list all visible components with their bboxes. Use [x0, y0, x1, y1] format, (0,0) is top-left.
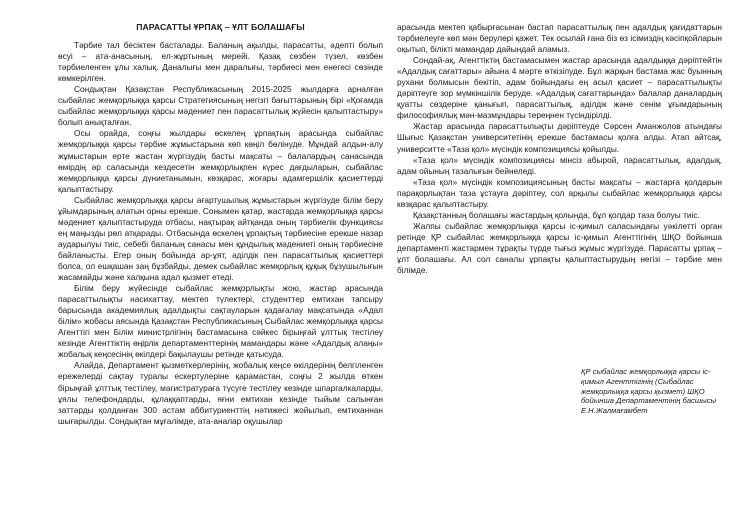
paragraph: арасында мектеп қабырғасынан бастап парасаттылық пен адалдық қағидаттарын тәрбиелеуге көп мән берулері қажет. Тек осылай ғана біз өз ісімиздің кәсіпқойларын оқытып, білікті мамандар дайындай аламыз.: [397, 22, 722, 55]
paragraph: Осы орайда, соңғы жылдары өскелең ұрпақтың арасында сыбайлас жемқорлыққа қарсы тәрбие жұмыстарына көп көңіл бөлінуде. Мұндай алдын-алу жұмыстарын ерте жастан жүргізудің басты мақсаты – балалардың санасында өмірдің әр саласында кездесетін жемқорлықпен күрес дағдыларын, сыбайлас жемқорлыққа қарсы дүниетанымын, көзқарас, жоғары адамгершілік қасиеттерді қалыптастыру.: [58, 128, 383, 194]
paragraph: Тәрбие тал бесіктен басталады. Баланың ақылды, парасатты, әдепті болып өсуі – ата-анасының, ел-жұртының мерейі. Қазақ сөзбен түзел, көзбен тәрбиеленген ұлы халық. Даналығы мен даралығы, тәрбиесі мен енегесі сөзінде көмкерілген.: [58, 40, 383, 84]
paragraph: Сондықтан Қазақстан Республикасының 2015-2025 жылдарға арналған сыбайлас жемқорлыққа қарсы Стратегиясының негізгі бағыттарының бірі «Қоғамда сыбайлас жемқорлыққа қарсы мәдениет пен парасаттылық жүйесін қалыптастыру» болып анықталған.: [58, 84, 383, 128]
right-column: [397, 22, 722, 276]
paragraph: Сондай-ақ, Агенттіктің бастамасымен жастар арасында адалдыққа дәріптейтін «Адалдық сағаттары» айына 4 мәрте өткізілуде. Бұл жарқын бастама жас буынның рухани болмысын бекітіп, адам бойындағы ең асыл қасиет – парасаттылықты дәріптеуге зор мүмкіншілік беруде. «Адалдық сағаттарында» балалар даналардың қуатты сөздеріне қанығып, парасаттылық, әділдік және сенім ұғымдарының философиялық мән-мазмұндары тереңнен түсіндірілді.: [397, 55, 722, 121]
page-title: ПАРАСАТТЫ ҰРПАҚ – ҰЛТ БОЛАШАҒЫ: [136, 22, 305, 32]
paragraph: Қазақстанның болашағы жастардың қолында, бұл қолдар таза болуы тиіс.: [413, 209, 700, 220]
paragraph: Жастар арасында парасаттылықты дәріптеуде Сәрсен Аманжолов атындағы Шығыс Қазақстан университетінің ерекше бастамасы қолға алды. Атап айтсақ, университте «Таза қол» мүсіндік композициясы қойылды.: [397, 121, 722, 154]
left-column: [58, 22, 383, 427]
paragraph: Білім беру жүйесінде сыбайлас жемқорлықты жою, жастар арасында парасаттылықты насихаттау, мектеп түлектері, студенттер емтихан тапсыру барысында академиялық адалдықты сақтауларын қадағалау мақсатында «Адал білім» жобасы аясында Қазақстан Республикасының Сыбайлас жемқорлыққа қарсы Агенттігі мен Білім министрлігінің бастамасына сәйкес бірыңғай ұлттық тестілеу кезінде Агенттіктің өңірлік департаменттерінің мамандары және «Адалдық алаңы» жобалық кеңсесінің өкілдері бақылаушы ретінде қатысуда.: [58, 283, 383, 360]
signature-block: ҚР сыбайлас жемқорлыққа қарсы іс-қимыл Агенттігінің (Сыбайлас жемқорлыққа қарсы қызмет) ШҚО бойынша Департаментінің басшысы Е.Н.Жалмағамбет: [581, 367, 717, 416]
paragraph: Алайда, Департамент қызметкерлерінің, жобалық кеңсе өкілдерінің белгіленген ережелерді сақтау туралы ескертулеріне қарамастан, соңғы 2 жылда өткен бірыңғай ұлттық тестілеу, магистратураға түсуге тестілеу кезінде шпаргалкаларды, ұялы телефондарды, құлаққаптарды, яғни емтихан кезінде тыйым салынған заттарды қолданған 300 астам аббитуриенттің нәтижесі жойылып, емтиханнан шығарылды. Сондықтан мұғалімде, ата-аналар оқушылар: [58, 360, 383, 426]
paragraph: Сыбайлас жемқорлыққа қарсы ағартушылық жұмыстарын жүргізуде білім беру ұйымдарының алатын орны ерекше. Сонымен қатар, жастарда жемқорлыққа қарсы мәдениет қалыптастыруда отбасы, нақтырақ айтқанда оның тәрбиелік функциясы ең маңызды рөл атқарады. Отбасында өскелең ұрпақтың тәрбиесіне ерекше назар аударылуы тиіс, себебі баланың санасы мен құндылық мәдениеті оның тәрбиесіне байланысты. Егер оның бойында ар-ұят, әділдік пен парасаттылық қасиеттері болса, ол ешқашан заң бұзбайды, демек сыбайлас жемқорлық құқық бұзушылығын жасамайды және халқына адал қызмет етеді.: [58, 194, 383, 283]
paragraph: Жалпы сыбайлас жемқорлыққа қарсы іс-қимыл саласындағы уәкілетті орган ретінде ҚР сыбайлас жемқорлыққа қарсы іс-қимыл Агенттігінің ШҚО бойынша департаменті жастармен тұрақты түрде тығыз жұмыс жүргізуде. Парасатты ұрпақ – ұлт болашағы. Ал сол саналы ұрпақты қалыптастырудың негізі – тәрбие мен білімде.: [397, 220, 722, 276]
paragraph: «Таза қол» мүсіндік композициясының басты мақсаты – жастарға қолдарын парақорлықтан таза ұстауға дәріптеу, сол арқылы сыбайлас жемқорлыққа қарсы көзқарас қалыптастыру.: [397, 176, 722, 209]
paragraph: «Таза қол» мүсіндік композициясы мінсіз абырой, парасаттылық, адалдық, адам ойының тазалығын бейнеледі.: [397, 154, 722, 176]
